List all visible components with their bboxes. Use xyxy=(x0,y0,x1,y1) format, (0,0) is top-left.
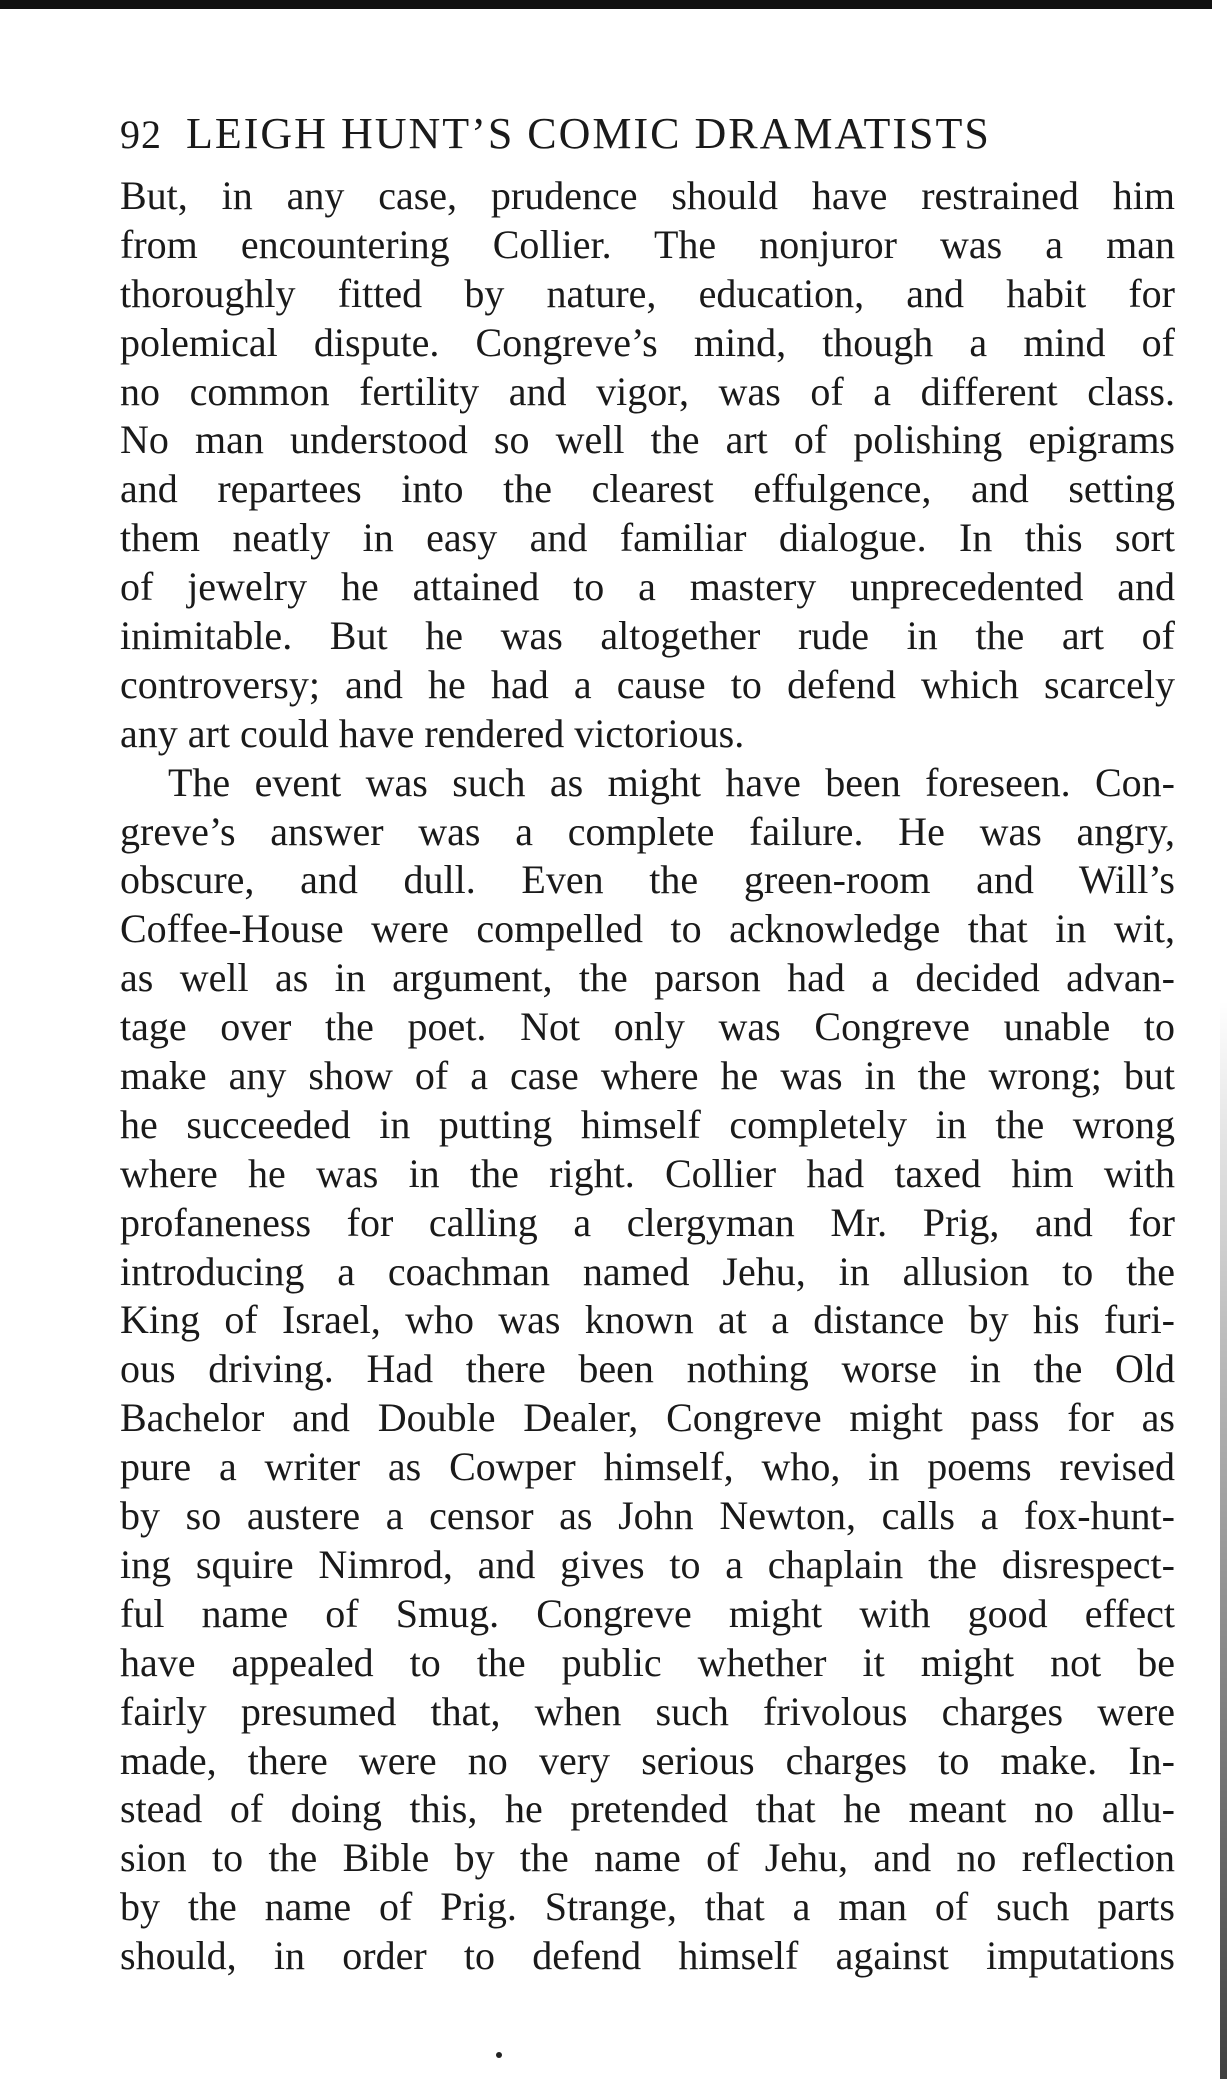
text-line: King of Israel, who was known at a distance by his furi- xyxy=(120,1297,1175,1343)
text-line: them neatly in easy and familiar dialogue. In this sort xyxy=(120,515,1175,561)
text-line: introducing a coachman named Jehu, in allusion to the xyxy=(120,1248,1175,1294)
text-line: by so austere a censor as John Newton, calls a fox-hunt- xyxy=(120,1493,1175,1539)
text-line: and repartees into the clearest effulgence, and setting xyxy=(120,466,1175,512)
text-line: stead of doing this, he pretended that he meant no allu- xyxy=(120,1786,1175,1832)
text-line: inimitable. But he was altogether rude in the art of xyxy=(120,613,1175,659)
text-line: from encountering Collier. The nonjuror was a man xyxy=(120,221,1175,267)
top-rule xyxy=(0,0,1212,9)
text-line: sion to the Bible by the name of Jehu, and no reflection xyxy=(120,1835,1175,1881)
text-line: obscure, and dull. Even the green-room and Will’s xyxy=(120,857,1175,903)
text-line: greve’s answer was a complete failure. He was angry, xyxy=(120,808,1175,854)
text-line: Bachelor and Double Dealer, Congreve might pass for as xyxy=(120,1395,1175,1441)
text-line: any art could have rendered victorious. xyxy=(120,710,745,756)
text-line: as well as in argument, the parson had a decided advan- xyxy=(120,955,1175,1001)
text-line: should, in order to defend himself against imputations xyxy=(120,1933,1175,1979)
text-line: ous driving. Had there been nothing worse in the Old xyxy=(120,1346,1175,1392)
text-line: ing squire Nimrod, and gives to a chaplain the disrespect- xyxy=(120,1541,1175,1587)
paragraph xyxy=(120,759,1175,1981)
text-line: Coffee-House were compelled to acknowledge that in wit, xyxy=(120,906,1175,952)
text-line: made, there were no very serious charges to make. In- xyxy=(120,1737,1175,1783)
text-line: fairly presumed that, when such frivolous charges were xyxy=(120,1688,1175,1734)
page-edge-shadow xyxy=(1220,1000,1227,2079)
text-line: But, in any case, prudence should have restrained him xyxy=(120,173,1175,218)
text-line: where he was in the right. Collier had taxed him with xyxy=(120,1150,1175,1196)
text-line: pure a writer as Cowper himself, who, in poems revised xyxy=(120,1444,1175,1490)
text-line: polemical dispute. Congreve’s mind, though a mind of xyxy=(120,319,1175,365)
text-line: profaneness for calling a clergyman Mr. Prig, and for xyxy=(120,1199,1175,1245)
text-line: ful name of Smug. Congreve might with good effect xyxy=(120,1590,1175,1636)
running-title: LEIGH HUNT’S COMIC DRAMATISTS xyxy=(186,109,991,158)
paragraph xyxy=(120,172,1175,759)
stray-ink-dot xyxy=(496,2052,502,2058)
text-line: make any show of a case where he was in the wrong; but xyxy=(120,1053,1175,1099)
book-page xyxy=(120,108,1175,1981)
text-line: of jewelry he attained to a mastery unprecedented and xyxy=(120,564,1175,610)
text-line: tage over the poet. Not only was Congreve unable to xyxy=(120,1004,1175,1050)
running-head xyxy=(120,108,1175,170)
text-line: by the name of Prig. Strange, that a man of such parts xyxy=(120,1884,1175,1930)
text-line: No man understood so well the art of polishing epigrams xyxy=(120,417,1175,463)
text-line: controversy; and he had a cause to defend which scarcely xyxy=(120,661,1175,707)
text-line: The event was such as might have been foreseen. Con- xyxy=(168,759,1175,805)
text-line: no common fertility and vigor, was of a different class. xyxy=(120,368,1175,414)
text-line: thoroughly fitted by nature, education, and habit for xyxy=(120,270,1175,316)
text-line: he succeeded in putting himself completely in the wrong xyxy=(120,1101,1175,1147)
page-number: 92 xyxy=(120,112,162,157)
text-line: have appealed to the public whether it might not be xyxy=(120,1639,1175,1685)
